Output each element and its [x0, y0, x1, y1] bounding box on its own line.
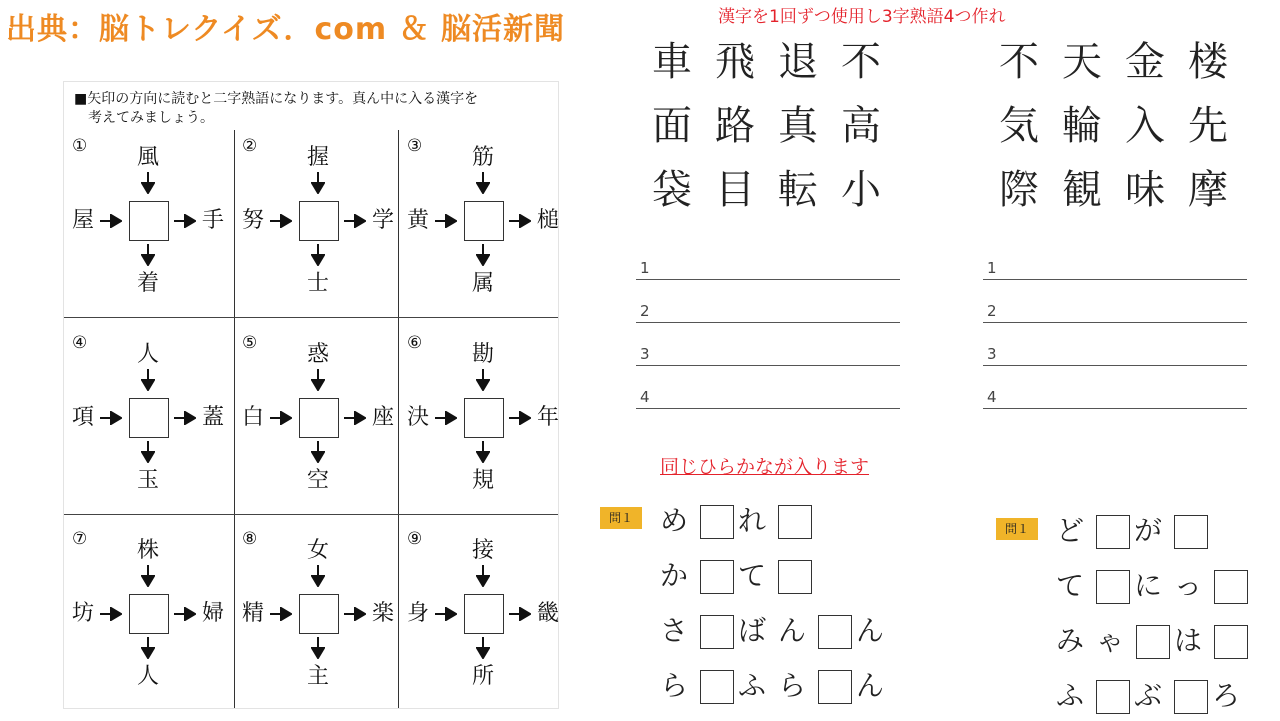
- hiragana-char: に: [1134, 569, 1163, 602]
- answer-line[interactable]: [983, 408, 1247, 409]
- right-grid-kanji: 金: [1125, 39, 1165, 85]
- answer-box[interactable]: [464, 594, 504, 634]
- hiragana-char: み: [1056, 624, 1085, 657]
- arrow-puzzle-panel: [64, 82, 558, 708]
- arrow-down-icon: [476, 172, 490, 194]
- arrow-down-icon: [311, 565, 325, 587]
- hiragana-answer-box[interactable]: [1214, 625, 1248, 659]
- left-grid-kanji: 飛: [715, 39, 755, 85]
- right-grid-kanji: 輪: [1062, 103, 1102, 149]
- answer-number: 1: [640, 259, 650, 277]
- hiragana-char: ん: [856, 614, 885, 647]
- bottom-kanji: 人: [137, 664, 160, 689]
- left-kanji: 決: [407, 405, 430, 430]
- hiragana-answer-box[interactable]: [1096, 680, 1130, 714]
- left-grid-kanji: 面: [652, 103, 692, 149]
- answer-number: 2: [987, 302, 997, 320]
- hiragana-char: れ: [738, 504, 767, 537]
- answer-box[interactable]: [299, 201, 339, 241]
- hiragana-char: ぶ: [1134, 679, 1163, 712]
- hiragana-answer-box[interactable]: [700, 670, 734, 704]
- top-kanji: 風: [137, 145, 160, 170]
- arrow-right-icon: [509, 214, 531, 228]
- puzzle-cell: [234, 132, 398, 328]
- left-grid-kanji: 車: [652, 39, 692, 85]
- hiragana-answer-box[interactable]: [1136, 625, 1170, 659]
- hiragana-char: め: [660, 504, 689, 537]
- arrow-right-icon: [435, 607, 457, 621]
- hiragana-char: が: [1134, 514, 1163, 547]
- grid-divider: [64, 514, 558, 515]
- hiragana-char: っ: [1174, 569, 1203, 602]
- cell-number: ⑥: [407, 333, 423, 353]
- answer-line[interactable]: [636, 279, 900, 280]
- bottom-kanji: 規: [472, 468, 495, 493]
- hiragana-char: ん: [778, 614, 807, 647]
- left-kanji: 屋: [72, 208, 95, 233]
- arrow-down-icon: [141, 244, 155, 266]
- puzzle-cell: [399, 132, 563, 328]
- hiragana-char: ら: [778, 669, 807, 702]
- arrow-down-icon: [476, 565, 490, 587]
- question-tag-left: 問１: [600, 507, 642, 529]
- hiragana-puzzle-title: 同じひらかなが入ります: [660, 456, 870, 478]
- hiragana-char: て: [738, 559, 767, 592]
- arrow-right-icon: [270, 411, 292, 425]
- bottom-kanji: 玉: [137, 468, 160, 493]
- top-kanji: 握: [307, 145, 330, 170]
- right-grid-kanji: 摩: [1188, 167, 1228, 213]
- cell-number: ⑨: [407, 529, 423, 549]
- left-grid-kanji: 退: [778, 39, 818, 85]
- arrow-down-icon: [141, 637, 155, 659]
- arrow-down-icon: [141, 441, 155, 463]
- puzzle-cell: [399, 329, 563, 525]
- top-kanji: 勘: [472, 342, 495, 367]
- cell-number: ⑧: [242, 529, 258, 549]
- answer-number: 3: [640, 345, 650, 363]
- arrow-down-icon: [476, 637, 490, 659]
- answer-line[interactable]: [636, 408, 900, 409]
- source-credit: 出典：脳トレクイズ．com ＆ 脳活新聞: [6, 12, 566, 47]
- answer-number: 4: [987, 388, 997, 406]
- arrow-right-icon: [270, 607, 292, 621]
- bottom-kanji: 主: [307, 664, 330, 689]
- hiragana-char: ふ: [1056, 679, 1085, 712]
- cell-number: ④: [72, 333, 88, 353]
- arrow-right-icon: [509, 411, 531, 425]
- answer-box[interactable]: [299, 398, 339, 438]
- arrow-down-icon: [141, 172, 155, 194]
- puzzle-cell: [64, 329, 228, 525]
- kanji-puzzle-title: 漢字を1回ずつ使用し3字熟語4つ作れ: [718, 7, 1006, 27]
- right-kanji: 座: [372, 405, 395, 430]
- right-kanji: 学: [372, 208, 395, 233]
- arrow-right-icon: [344, 214, 366, 228]
- answer-line[interactable]: [636, 322, 900, 323]
- hiragana-answer-box[interactable]: [1174, 680, 1208, 714]
- left-grid-kanji: 小: [841, 167, 881, 213]
- hiragana-answer-box[interactable]: [818, 615, 852, 649]
- answer-box[interactable]: [129, 594, 169, 634]
- arrow-down-icon: [311, 172, 325, 194]
- answer-box[interactable]: [129, 201, 169, 241]
- left-kanji: 努: [242, 208, 265, 233]
- arrow-down-icon: [476, 244, 490, 266]
- arrow-right-icon: [100, 411, 122, 425]
- left-grid-kanji: 不: [841, 39, 881, 85]
- arrow-right-icon: [100, 607, 122, 621]
- right-kanji: 年: [537, 405, 560, 430]
- hiragana-answer-box[interactable]: [1096, 570, 1130, 604]
- top-kanji: 株: [137, 538, 160, 563]
- left-kanji: 黄: [407, 208, 430, 233]
- left-kanji: 身: [407, 601, 430, 626]
- answer-box[interactable]: [464, 201, 504, 241]
- cell-number: ③: [407, 136, 423, 156]
- question-tag-right: 問１: [996, 518, 1038, 540]
- cell-number: ①: [72, 136, 88, 156]
- arrow-down-icon: [476, 441, 490, 463]
- top-kanji: 筋: [472, 145, 495, 170]
- right-kanji: 蓋: [202, 405, 225, 430]
- hiragana-answer-box[interactable]: [700, 560, 734, 594]
- arrow-right-icon: [435, 411, 457, 425]
- arrow-down-icon: [476, 369, 490, 391]
- hiragana-char: ば: [738, 614, 767, 647]
- cell-number: ②: [242, 136, 258, 156]
- arrow-down-icon: [311, 369, 325, 391]
- cell-number: ⑤: [242, 333, 258, 353]
- left-grid-kanji: 路: [715, 103, 755, 149]
- arrow-right-icon: [344, 411, 366, 425]
- hiragana-char: て: [1056, 569, 1085, 602]
- left-grid-kanji: 転: [778, 167, 818, 213]
- hiragana-answer-box[interactable]: [778, 560, 812, 594]
- arrow-puzzle-instruction: [74, 90, 554, 128]
- left-kanji: 坊: [72, 601, 95, 626]
- arrow-down-icon: [141, 565, 155, 587]
- arrow-right-icon: [270, 214, 292, 228]
- left-grid-kanji: 袋: [652, 167, 692, 213]
- right-grid-kanji: 際: [999, 167, 1039, 213]
- arrow-down-icon: [311, 441, 325, 463]
- arrow-down-icon: [141, 369, 155, 391]
- hiragana-char: か: [660, 559, 689, 592]
- right-kanji: 槌: [537, 208, 560, 233]
- right-grid-kanji: 気: [999, 103, 1039, 149]
- bottom-kanji: 属: [472, 271, 495, 296]
- hiragana-answer-box[interactable]: [1174, 515, 1208, 549]
- answer-line[interactable]: [983, 279, 1247, 280]
- arrow-down-icon: [311, 637, 325, 659]
- hiragana-answer-box[interactable]: [1096, 515, 1130, 549]
- puzzle-cell: [234, 329, 398, 525]
- arrow-right-icon: [174, 607, 196, 621]
- right-kanji: 手: [202, 208, 225, 233]
- arrow-down-icon: [311, 244, 325, 266]
- grid-divider: [64, 317, 558, 318]
- top-kanji: 女: [307, 538, 330, 563]
- answer-box[interactable]: [129, 398, 169, 438]
- arrow-right-icon: [174, 411, 196, 425]
- instruction-line-1: ■矢印の方向に読むと二字熟語になります。真ん中に入る漢字を: [74, 91, 479, 107]
- left-grid-kanji: 目: [715, 167, 755, 213]
- right-grid-kanji: 天: [1062, 39, 1102, 85]
- answer-line[interactable]: [983, 322, 1247, 323]
- bottom-kanji: 着: [137, 271, 160, 296]
- grid-divider: [398, 130, 399, 708]
- arrow-right-icon: [100, 214, 122, 228]
- bottom-kanji: 士: [307, 271, 330, 296]
- hiragana-answer-box[interactable]: [700, 505, 734, 539]
- bottom-kanji: 空: [307, 468, 330, 493]
- top-kanji: 惑: [307, 342, 330, 367]
- left-grid-kanji: 真: [778, 103, 818, 149]
- left-kanji: 白: [242, 405, 265, 430]
- answer-box[interactable]: [464, 398, 504, 438]
- puzzle-cell: [64, 132, 228, 328]
- cell-number: ⑦: [72, 529, 88, 549]
- instruction-line-2: 考えてみましょう。: [88, 110, 214, 126]
- right-grid-kanji: 不: [999, 39, 1039, 85]
- hiragana-char: ゃ: [1096, 624, 1125, 657]
- bottom-kanji: 所: [472, 664, 495, 689]
- arrow-right-icon: [435, 214, 457, 228]
- hiragana-answer-box[interactable]: [778, 505, 812, 539]
- right-grid-kanji: 入: [1125, 103, 1165, 149]
- arrow-right-icon: [509, 607, 531, 621]
- hiragana-char: は: [1174, 624, 1203, 657]
- answer-line[interactable]: [983, 365, 1247, 366]
- hiragana-answer-box[interactable]: [1214, 570, 1248, 604]
- hiragana-char: ん: [856, 669, 885, 702]
- arrow-right-icon: [344, 607, 366, 621]
- puzzle-cell: [399, 525, 563, 721]
- right-grid-kanji: 味: [1125, 167, 1165, 213]
- top-kanji: 接: [472, 538, 495, 563]
- top-kanji: 人: [137, 342, 160, 367]
- answer-line[interactable]: [636, 365, 900, 366]
- hiragana-char: さ: [660, 614, 689, 647]
- right-grid-kanji: 観: [1062, 167, 1102, 213]
- left-grid-kanji: 高: [841, 103, 881, 149]
- hiragana-answer-box[interactable]: [818, 670, 852, 704]
- answer-number: 2: [640, 302, 650, 320]
- hiragana-char: ど: [1056, 514, 1085, 547]
- left-kanji: 項: [72, 405, 95, 430]
- answer-number: 3: [987, 345, 997, 363]
- grid-divider: [234, 130, 235, 708]
- hiragana-char: ら: [660, 669, 689, 702]
- arrow-right-icon: [174, 214, 196, 228]
- puzzle-cell: [64, 525, 228, 721]
- right-kanji: 楽: [372, 601, 395, 626]
- right-grid-kanji: 楼: [1188, 39, 1228, 85]
- hiragana-char: ふ: [738, 669, 767, 702]
- answer-number: 4: [640, 388, 650, 406]
- hiragana-answer-box[interactable]: [700, 615, 734, 649]
- right-kanji: 畿: [537, 601, 560, 626]
- left-kanji: 精: [242, 601, 265, 626]
- answer-number: 1: [987, 259, 997, 277]
- hiragana-char: ろ: [1212, 679, 1241, 712]
- right-grid-kanji: 先: [1188, 103, 1228, 149]
- answer-box[interactable]: [299, 594, 339, 634]
- right-kanji: 婦: [202, 601, 225, 626]
- puzzle-cell: [234, 525, 398, 721]
